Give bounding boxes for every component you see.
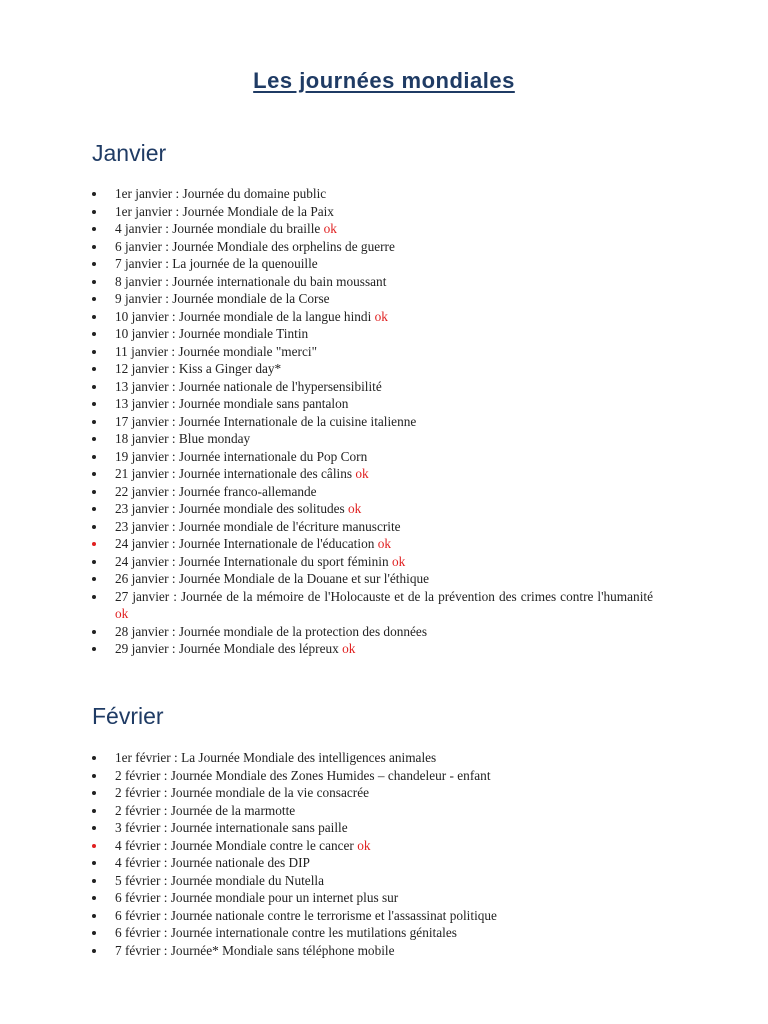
bullet-icon xyxy=(92,245,96,249)
list-item xyxy=(92,360,653,378)
list-item xyxy=(92,395,653,413)
page-title-text: Les journées mondiales xyxy=(253,68,515,93)
list-item-text: 4 février : Journée Mondiale contre le cancer xyxy=(115,837,358,853)
month-heading-janvier: Janvier xyxy=(92,140,167,166)
bullet-icon xyxy=(92,402,96,406)
list-item xyxy=(92,483,653,501)
bullet-icon xyxy=(92,774,96,778)
list-item-text: 8 janvier : Journée internationale du bain moussant xyxy=(115,273,387,289)
bullet-icon xyxy=(92,525,96,529)
bullet-icon xyxy=(92,490,96,494)
list-item-text: 6 février : Journée nationale contre le terrorisme et l'assassinat politique xyxy=(115,907,497,923)
bullet-icon xyxy=(92,542,96,546)
bullet-icon xyxy=(92,437,96,441)
list-item-text: 22 janvier : Journée franco-allemande xyxy=(115,483,317,499)
bullet-icon xyxy=(92,385,96,389)
list-item-text: 2 février : Journée mondiale de la vie consacrée xyxy=(115,785,369,800)
list-item xyxy=(92,465,653,483)
ok-mark: ok xyxy=(391,553,406,569)
list-item xyxy=(92,767,653,785)
list-item xyxy=(92,220,653,238)
list-item xyxy=(92,430,653,448)
list-item-text: 24 janvier : Journée Internationale de l'éducation xyxy=(115,536,378,551)
bullet-icon xyxy=(92,192,96,196)
list-item xyxy=(92,570,653,588)
bullet-icon xyxy=(92,756,96,760)
bullet-icon xyxy=(92,826,96,830)
list-item-text: 7 février : Journée* Mondiale sans téléphone mobile xyxy=(115,942,395,958)
list-item xyxy=(92,640,653,658)
bullet-icon xyxy=(92,262,96,266)
list-item-text: 2 février : Journée de la marmotte xyxy=(115,802,296,818)
bullet-icon xyxy=(92,297,96,301)
list-item xyxy=(92,518,653,536)
list-item-text: 1er janvier : Journée Mondiale de la Paix xyxy=(115,203,334,219)
list-item-text: 29 janvier : Journée Mondiale des lépreux xyxy=(115,641,343,656)
ok-mark: ok xyxy=(323,221,337,236)
list-item-text: 6 février : Journée internationale contre les mutilations génitales xyxy=(115,925,457,940)
list-item-text: 18 janvier : Blue monday xyxy=(115,431,251,446)
list-item xyxy=(92,588,653,623)
bullet-icon xyxy=(92,879,96,883)
list-item xyxy=(92,924,653,942)
list-item xyxy=(92,553,653,571)
list-item-text: 12 janvier : Kiss a Ginger day* xyxy=(115,361,282,376)
list-item-text: 11 janvier : Journée mondiale "merci" xyxy=(115,343,317,359)
bullet-icon xyxy=(92,809,96,813)
list-item xyxy=(92,185,653,203)
page-title xyxy=(0,68,768,94)
list-item xyxy=(92,535,653,553)
day-list-janvier xyxy=(92,185,653,658)
list-item xyxy=(92,907,653,925)
ok-mark: ok xyxy=(374,308,388,324)
month-heading-fevrier: Février xyxy=(92,703,164,729)
list-item xyxy=(92,854,653,872)
list-item xyxy=(92,942,653,960)
list-item-text: 3 février : Journée internationale sans paille xyxy=(115,820,348,835)
list-item-text: 19 janvier : Journée internationale du Pop Corn xyxy=(115,448,368,464)
list-item xyxy=(92,255,653,273)
list-item xyxy=(92,378,653,396)
list-item xyxy=(92,448,653,466)
list-item xyxy=(92,413,653,431)
list-item xyxy=(92,203,653,221)
bullet-icon xyxy=(92,896,96,900)
bullet-icon xyxy=(92,315,96,319)
list-item-text: 5 février : Journée mondiale du Nutella xyxy=(115,872,324,888)
list-item-text: 28 janvier : Journée mondiale de la protection des données xyxy=(115,623,428,639)
list-item-text: 23 janvier : Journée mondiale des solitudes xyxy=(115,501,349,516)
list-item xyxy=(92,500,653,518)
bullet-icon xyxy=(92,560,96,564)
bullet-icon xyxy=(92,914,96,918)
bullet-icon xyxy=(92,949,96,953)
list-item xyxy=(92,872,653,890)
bullet-icon xyxy=(92,861,96,865)
list-item-text: 27 janvier : Journée de la mémoire de l'Holocauste et de la prévention des crimes contre l'humanité xyxy=(115,588,653,604)
list-item xyxy=(92,784,653,802)
bullet-icon xyxy=(92,791,96,795)
list-item-text: 6 février : Journée mondiale pour un internet plus sur xyxy=(115,890,399,905)
list-item-text: 4 février : Journée nationale des DIP xyxy=(115,855,310,870)
list-item xyxy=(92,325,653,343)
bullet-icon xyxy=(92,332,96,336)
bullet-icon xyxy=(92,507,96,511)
list-item-text: 6 janvier : Journée Mondiale des orphelins de guerre xyxy=(115,238,395,254)
ok-mark: ok xyxy=(357,837,371,853)
list-item-text: 4 janvier : Journée mondiale du braille xyxy=(115,221,324,236)
list-item-text: 13 janvier : Journée mondiale sans pantalon xyxy=(115,396,349,411)
list-item xyxy=(92,308,653,326)
ok-mark: ok xyxy=(348,501,362,516)
list-item-text: 7 janvier : La journée de la quenouille xyxy=(115,256,318,271)
ok-mark: ok xyxy=(355,466,369,481)
day-list-fevrier xyxy=(92,749,653,959)
list-item-text: 21 janvier : Journée internationale des câlins xyxy=(115,466,356,481)
ok-mark: ok xyxy=(115,606,129,621)
bullet-icon xyxy=(92,647,96,651)
list-item xyxy=(92,623,653,641)
list-item xyxy=(92,802,653,820)
list-item-text: 2 février : Journée Mondiale des Zones Humides – chandeleur - enfant xyxy=(115,767,491,783)
list-item xyxy=(92,837,653,855)
list-item-text: 23 janvier : Journée mondiale de l'écriture manuscrite xyxy=(115,518,401,534)
list-item xyxy=(92,238,653,256)
list-item xyxy=(92,343,653,361)
list-item-text: 13 janvier : Journée nationale de l'hypersensibilité xyxy=(115,378,382,394)
list-item-text: 17 janvier : Journée Internationale de la cuisine italienne xyxy=(115,413,417,429)
list-item-text: 1er janvier : Journée du domaine public xyxy=(115,186,327,201)
list-item xyxy=(92,749,653,767)
bullet-icon xyxy=(92,210,96,214)
list-item-text: 26 janvier : Journée Mondiale de la Douane et sur l'éthique xyxy=(115,571,430,586)
bullet-icon xyxy=(92,227,96,231)
bullet-icon xyxy=(92,455,96,459)
bullet-icon xyxy=(92,577,96,581)
bullet-icon xyxy=(92,630,96,634)
list-item-text: 9 janvier : Journée mondiale de la Corse xyxy=(115,291,330,306)
list-item-text: 10 janvier : Journée mondiale de la langue hindi xyxy=(115,308,375,324)
list-item xyxy=(92,290,653,308)
list-item xyxy=(92,273,653,291)
bullet-icon xyxy=(92,844,96,848)
bullet-icon xyxy=(92,472,96,476)
list-item-text: 24 janvier : Journée Internationale du sport féminin xyxy=(115,553,392,569)
bullet-icon xyxy=(92,420,96,424)
bullet-icon xyxy=(92,931,96,935)
bullet-icon xyxy=(92,280,96,284)
list-item-text: 1er février : La Journée Mondiale des intelligences animales xyxy=(115,750,437,765)
bullet-icon xyxy=(92,350,96,354)
bullet-icon xyxy=(92,367,96,371)
list-item xyxy=(92,819,653,837)
ok-mark: ok xyxy=(377,536,391,551)
list-item xyxy=(92,889,653,907)
bullet-icon xyxy=(92,595,96,599)
list-item-text: 10 janvier : Journée mondiale Tintin xyxy=(115,326,309,341)
ok-mark: ok xyxy=(342,641,356,656)
